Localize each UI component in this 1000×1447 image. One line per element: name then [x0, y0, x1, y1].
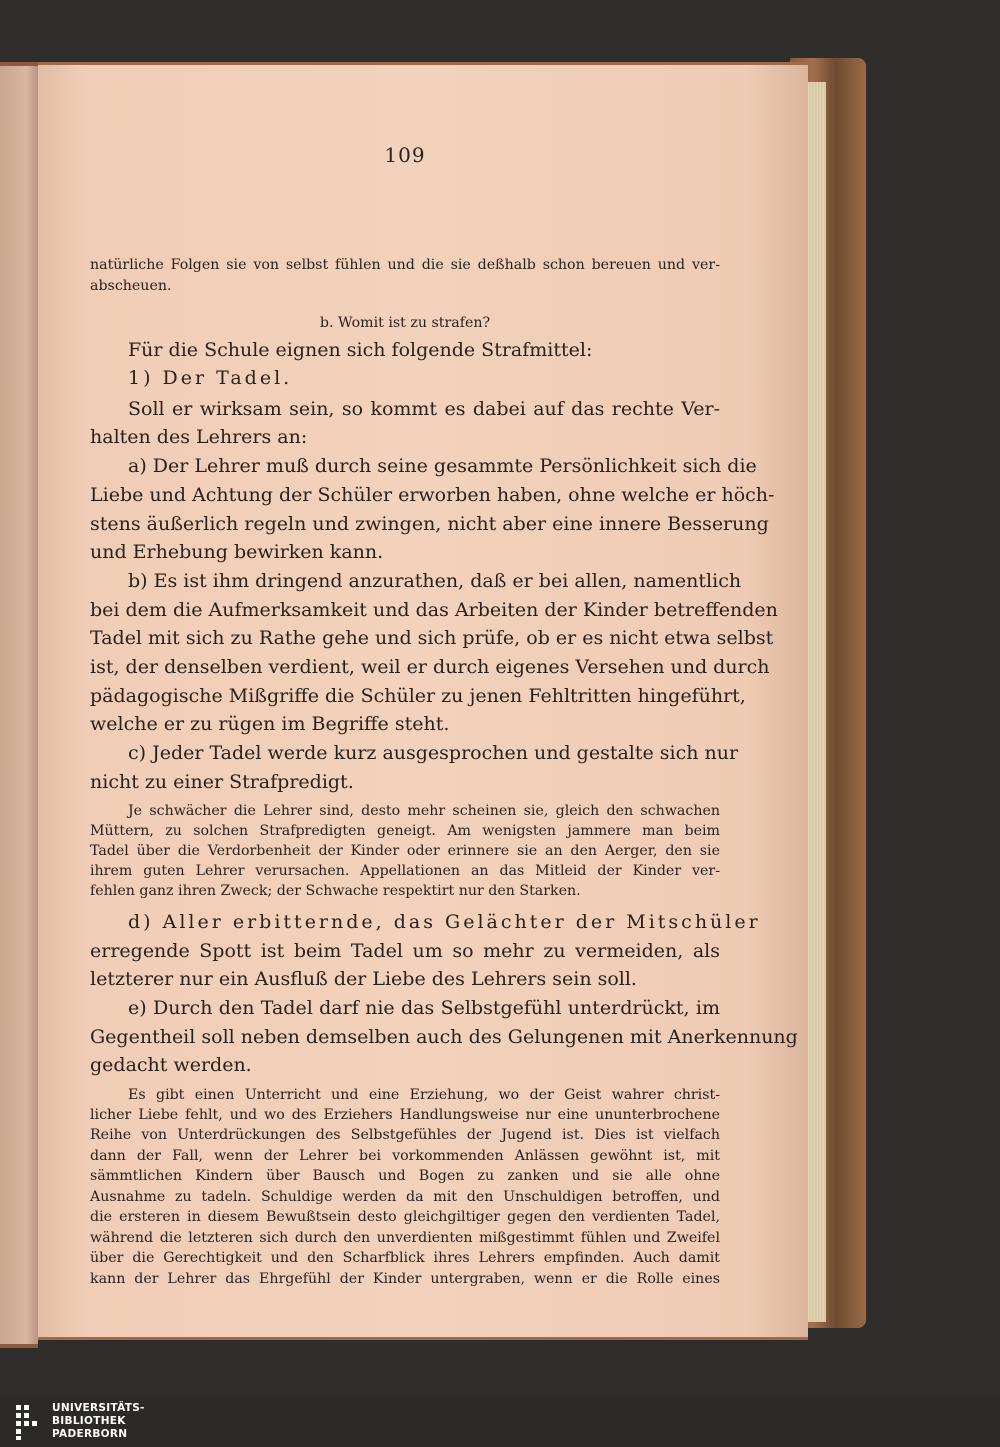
- text-line: natürliche Folgen sie von selbst fühlen und die sie deßhalb schon bereuen und ver-: [90, 257, 720, 273]
- logo-line: PADERBORN: [52, 1428, 128, 1440]
- text-line: ihrem guten Lehrer verursachen. Appellationen an das Mitleid der Kinder ver-: [90, 863, 720, 879]
- text-line: d) Aller erbitternde, das Gelächter der Mitschüler: [128, 911, 761, 933]
- text-line: Liebe und Achtung der Schüler erworben haben, ohne welche er höch-: [90, 484, 775, 506]
- text-line: Tadel mit sich zu Rathe gehe und sich prüfe, ob er es nicht etwa selbst: [90, 627, 774, 649]
- text-line: sämmtlichen Kindern über Bausch und Bogen zu zanken und sie alle ohne: [90, 1168, 720, 1184]
- book-page: [38, 62, 808, 1340]
- text-line: Soll er wirksam sein, so kommt es dabei auf das rechte Ver-: [128, 398, 720, 420]
- text-line: letzterer nur ein Ausfluß der Liebe des Lehrers sein soll.: [90, 968, 637, 990]
- text-line: c) Jeder Tadel werde kurz ausgesprochen und gestalte sich nur: [128, 742, 739, 764]
- text-line: erregende Spott ist beim Tadel um so mehr zu vermeiden, als: [90, 940, 720, 962]
- text-line: Gegentheil soll neben demselben auch des Gelungenen mit Anerkennung: [90, 1026, 798, 1048]
- text-line: welche er zu rügen im Begriffe steht.: [90, 713, 450, 735]
- text-line: Je schwächer die Lehrer sind, desto mehr scheinen sie, gleich den schwachen: [128, 803, 720, 819]
- left-page-edge: [0, 62, 38, 1348]
- text-line: licher Liebe fehlt, und wo des Erziehers Handlungsweise nur eine ununterbrochene: [90, 1107, 720, 1123]
- text-line: Reihe von Unterdrückungen des Selbstgefühles der Jugend ist. Dies ist vielfach: [90, 1127, 720, 1143]
- text-line: die ersteren in diesem Bewußtsein desto gleichgiltiger gegen den verdienten Tadel,: [90, 1209, 720, 1225]
- text-line: pädagogische Mißgriffe die Schüler zu jenen Fehltritten hingeführt,: [90, 685, 746, 707]
- text-line: stens äußerlich regeln und zwingen, nicht aber eine innere Besserung: [90, 513, 769, 535]
- logo-line: BIBLIOTHEK: [52, 1415, 126, 1427]
- text-line: während die letzteren sich durch den unverdienten mißgestimmt fühlen und Zweifel: [90, 1230, 720, 1246]
- text-line: b. Womit ist zu strafen?: [319, 315, 491, 331]
- text-line: b) Es ist ihm dringend anzurathen, daß er bei allen, namentlich: [128, 570, 742, 592]
- text-line: a) Der Lehrer muß durch seine gesammte Persönlichkeit sich die: [128, 455, 757, 477]
- text-line: Für die Schule eignen sich folgende Strafmittel:: [128, 339, 593, 361]
- text-line: Tadel über die Verdorbenheit der Kinder oder erinnere sie an den Aerger, den sie: [90, 843, 720, 859]
- text-line: nicht zu einer Strafpredigt.: [90, 771, 354, 793]
- text-line: Es gibt einen Unterricht und eine Erziehung, wo der Geist wahrer christ-: [128, 1087, 720, 1103]
- logo-line: UNIVERSITÄTS-: [52, 1402, 145, 1414]
- text-line: und Erhebung bewirken kann.: [90, 541, 384, 563]
- text-line: ist, der denselben verdient, weil er durch eigenes Versehen und durch: [90, 656, 770, 678]
- text-line: Müttern, zu solchen Strafpredigten geneigt. Am wenigsten jammere man beim: [90, 823, 720, 839]
- text-line: dann der Fall, wenn der Lehrer bei vorkommenden Anlässen gewöhnt ist, mit: [90, 1148, 720, 1164]
- text-line: Ausnahme zu tadeln. Schuldige werden da mit den Unschuldigen betroffen, und: [90, 1189, 720, 1205]
- text-line: bei dem die Aufmerksamkeit und das Arbeiten der Kinder betreffenden: [90, 599, 778, 621]
- text-line: über die Gerechtigkeit und den Scharfblick ihres Lehrers empfinden. Auch damit: [90, 1250, 720, 1266]
- page-number: 109: [384, 143, 426, 167]
- text-line: halten des Lehrers an:: [90, 426, 308, 448]
- text-line: kann der Lehrer das Ehrgefühl der Kinder untergraben, wenn er die Rolle eines: [90, 1271, 720, 1287]
- library-logo-text: [52, 1402, 145, 1441]
- text-line: e) Durch den Tadel darf nie das Selbstgefühl unterdrückt, im: [128, 997, 720, 1019]
- library-logo-icon: [14, 1403, 40, 1441]
- footer-bar: [0, 1397, 1000, 1447]
- text-line: gedacht werden.: [90, 1054, 252, 1076]
- text-line: abscheuen.: [90, 278, 172, 294]
- text-line: 1) Der Tadel.: [128, 367, 293, 389]
- text-line: fehlen ganz ihren Zweck; der Schwache respektirt nur den Starken.: [90, 883, 581, 899]
